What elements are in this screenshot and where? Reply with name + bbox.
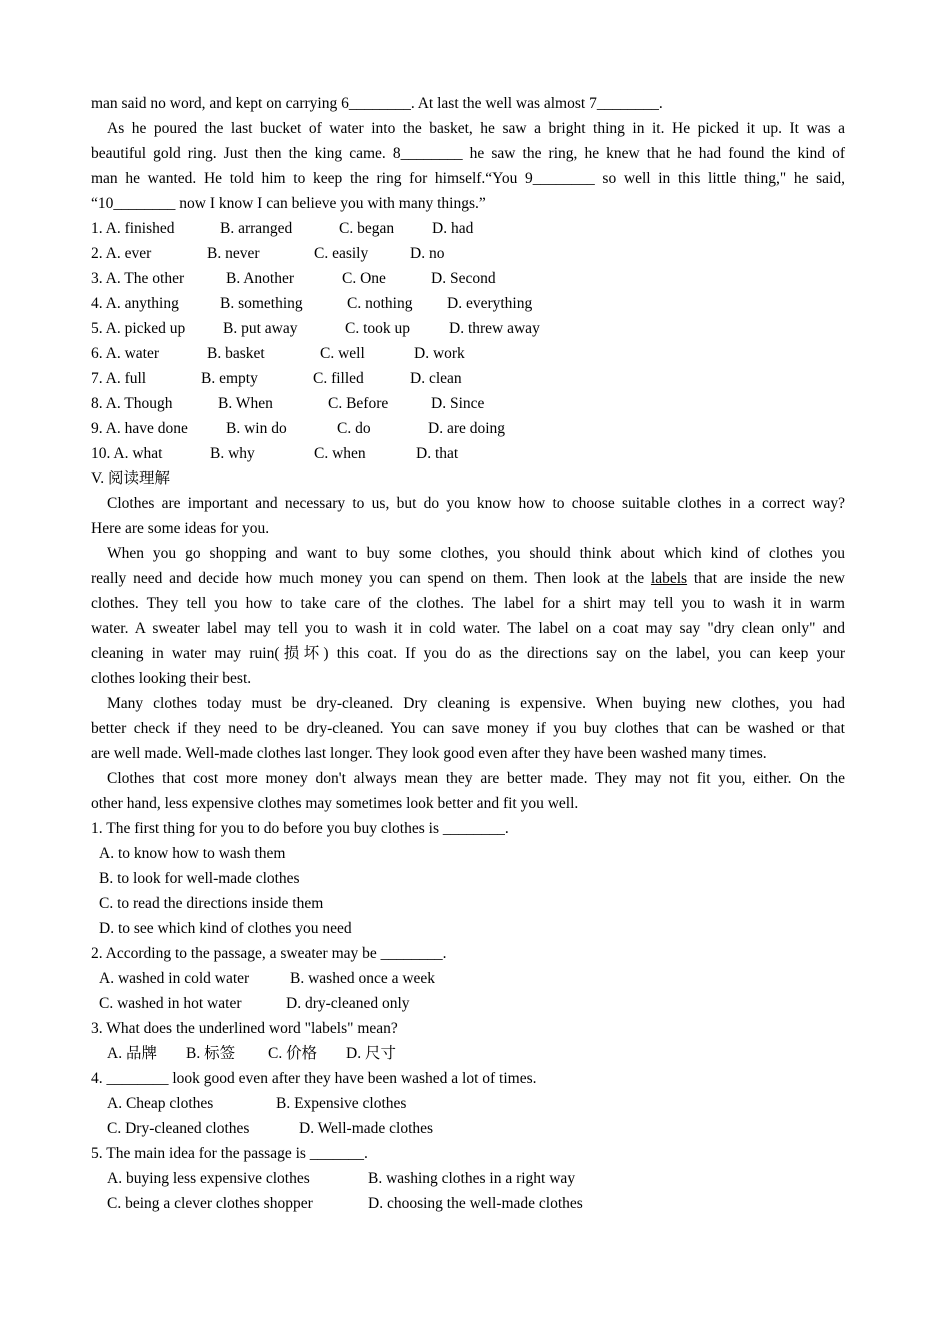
option-b: B. arranged: [220, 220, 293, 237]
question-option: A. 品牌: [107, 1045, 157, 1062]
option-d: D. threw away: [449, 320, 540, 337]
option-b: B. empty: [201, 370, 258, 387]
cloze-option-row: [91, 316, 845, 341]
question-option-row: [91, 1116, 845, 1141]
cloze-option-row: [91, 216, 845, 241]
document-page: [91, 91, 845, 1216]
paragraph-line: better check if they need to be dry-cleaned. You can save money if you buy clothes that can be washed or that: [91, 720, 845, 737]
option-c: C. well: [320, 345, 365, 362]
question-option: D. dry-cleaned only: [286, 995, 410, 1012]
cloze-line: beautiful gold ring. Just then the king came. 8________ he saw the ring, he knew that he had found the kind of: [91, 145, 845, 162]
option-b: B. never: [207, 245, 260, 262]
paragraph-line: Here are some ideas for you.: [91, 520, 270, 537]
option-c: C. do: [337, 420, 371, 437]
underlined-word-labels: labels: [650, 570, 688, 587]
option-d: D. everything: [447, 295, 533, 312]
option-d: D. Since: [431, 395, 485, 412]
question-option-row: [91, 1166, 845, 1191]
option-b: B. basket: [207, 345, 265, 362]
option-d: D. had: [432, 220, 474, 237]
option-b: B. When: [218, 395, 273, 412]
question-stem: 5. The main idea for the passage is _______.: [91, 1145, 368, 1162]
question-option: D. choosing the well-made clothes: [368, 1195, 583, 1212]
question-option-row: [91, 966, 845, 991]
option-a: 5. A. picked up: [91, 320, 186, 337]
option-b: B. Another: [226, 270, 295, 287]
cloze-option-row: [91, 241, 845, 266]
option-c: C. began: [339, 220, 395, 237]
option-a: 4. A. anything: [91, 295, 179, 312]
question-option: D. Well-made clothes: [299, 1120, 434, 1137]
paragraph-line: [91, 566, 845, 591]
question-option: A. washed in cold water: [99, 970, 250, 987]
question-option: C. 价格: [268, 1045, 318, 1062]
question-option: C. to read the directions inside them: [99, 895, 324, 912]
paragraph-line: Many clothes today must be dry-cleaned. Dry cleaning is expensive. When buying new clothes, you had: [107, 695, 845, 712]
text-segment: really need and decide how much money you can spend on them. Then look at the: [91, 570, 651, 587]
option-b: B. win do: [226, 420, 287, 437]
option-a: 10. A. what: [91, 445, 163, 462]
question-option-row: [91, 1041, 845, 1066]
option-a: 7. A. full: [91, 370, 147, 387]
option-b: B. why: [210, 445, 255, 462]
question-option: B. to look for well-made clothes: [99, 870, 300, 887]
question-option: C. Dry-cleaned clothes: [107, 1120, 250, 1137]
question-option: C. washed in hot water: [99, 995, 242, 1012]
text-segment: that are inside the new: [687, 570, 845, 587]
paragraph-line: clothes looking their best.: [91, 670, 252, 687]
question-option: D. to see which kind of clothes you need: [99, 920, 352, 937]
question-option: C. being a clever clothes shopper: [107, 1195, 313, 1212]
option-c: C. nothing: [347, 295, 413, 312]
option-c: C. One: [342, 270, 386, 287]
paragraph-line: When you go shopping and want to buy some clothes, you should think about which kind of clothes you: [107, 545, 845, 562]
cloze-line: man said no word, and kept on carrying 6________. At last the well was almost 7________.: [91, 95, 663, 112]
option-d: D. work: [414, 345, 465, 362]
question-option-row: [91, 991, 845, 1016]
option-c: C. when: [314, 445, 366, 462]
question-option: D. 尺寸: [346, 1045, 396, 1062]
cloze-option-row: [91, 291, 845, 316]
paragraph-line: clothes. They tell you how to take care of the clothes. The label for a shirt may tell you to wash it in warm: [91, 595, 845, 612]
option-d: D. no: [410, 245, 445, 262]
cloze-option-row: [91, 341, 845, 366]
cloze-line: “10________ now I know I can believe you with many things.”: [91, 195, 486, 212]
paragraph-line: cleaning in water may ruin(损坏) this coat. If you do as the directions say on the label, you can keep your: [91, 645, 845, 662]
question-option: B. washed once a week: [290, 970, 436, 987]
option-a: 9. A. have done: [91, 420, 188, 437]
question-stem: 2. According to the passage, a sweater may be ________.: [91, 945, 447, 962]
cloze-option-row: [91, 416, 845, 441]
cloze-option-row: [91, 441, 845, 466]
question-stem: 1. The first thing for you to do before you buy clothes is ________.: [91, 820, 509, 837]
option-d: D. clean: [410, 370, 462, 387]
paragraph-line: are well made. Well-made clothes last longer. They look good even after they have been washed many times.: [91, 745, 767, 762]
question-option: B. 标签: [186, 1045, 236, 1062]
question-stem: 3. What does the underlined word "labels" mean?: [91, 1020, 398, 1037]
question-option-row: [91, 1191, 845, 1216]
paragraph-line: Clothes are important and necessary to us, but do you know how to choose suitable clothes in a correct way?: [107, 495, 845, 512]
option-a: 1. A. finished: [91, 220, 175, 237]
option-d: D. that: [416, 445, 459, 462]
option-d: D. are doing: [428, 420, 506, 437]
question-option: A. to know how to wash them: [99, 845, 286, 862]
cloze-line: As he poured the last bucket of water into the basket, he saw a bright thing in it. He picked it up. It was a: [107, 120, 845, 137]
paragraph-line: water. A sweater label may tell you to wash it in cold water. The label on a coat may say "dry clean only" and: [91, 620, 845, 637]
option-a: 2. A. ever: [91, 245, 152, 262]
cloze-line: man he wanted. He told him to keep the ring for himself.“You 9________ so well in this little thing," he said,: [91, 170, 845, 187]
option-d: D. Second: [431, 270, 496, 287]
option-a: 6. A. water: [91, 345, 160, 362]
option-c: C. took up: [345, 320, 411, 337]
option-c: C. Before: [328, 395, 389, 412]
question-option: B. Expensive clothes: [276, 1095, 407, 1112]
cloze-option-row: [91, 391, 845, 416]
paragraph-line: other hand, less expensive clothes may sometimes look better and fit you well.: [91, 795, 579, 812]
question-option: A. buying less expensive clothes: [107, 1170, 310, 1187]
option-c: C. easily: [314, 245, 369, 262]
section-heading: V. 阅读理解: [91, 470, 170, 487]
cloze-option-row: [91, 266, 845, 291]
option-c: C. filled: [313, 370, 364, 387]
paragraph-line: Clothes that cost more money don't always mean they are better made. They may not fit you, either. On the: [107, 770, 845, 787]
option-a: 8. A. Though: [91, 395, 173, 412]
question-option-row: [91, 1091, 845, 1116]
option-b: B. put away: [223, 320, 298, 337]
cloze-option-row: [91, 366, 845, 391]
option-b: B. something: [220, 295, 303, 312]
question-stem: 4. ________ look good even after they have been washed a lot of times.: [91, 1070, 537, 1087]
option-a: 3. A. The other: [91, 270, 185, 287]
question-option: B. washing clothes in a right way: [368, 1170, 576, 1187]
question-option: A. Cheap clothes: [107, 1095, 214, 1112]
